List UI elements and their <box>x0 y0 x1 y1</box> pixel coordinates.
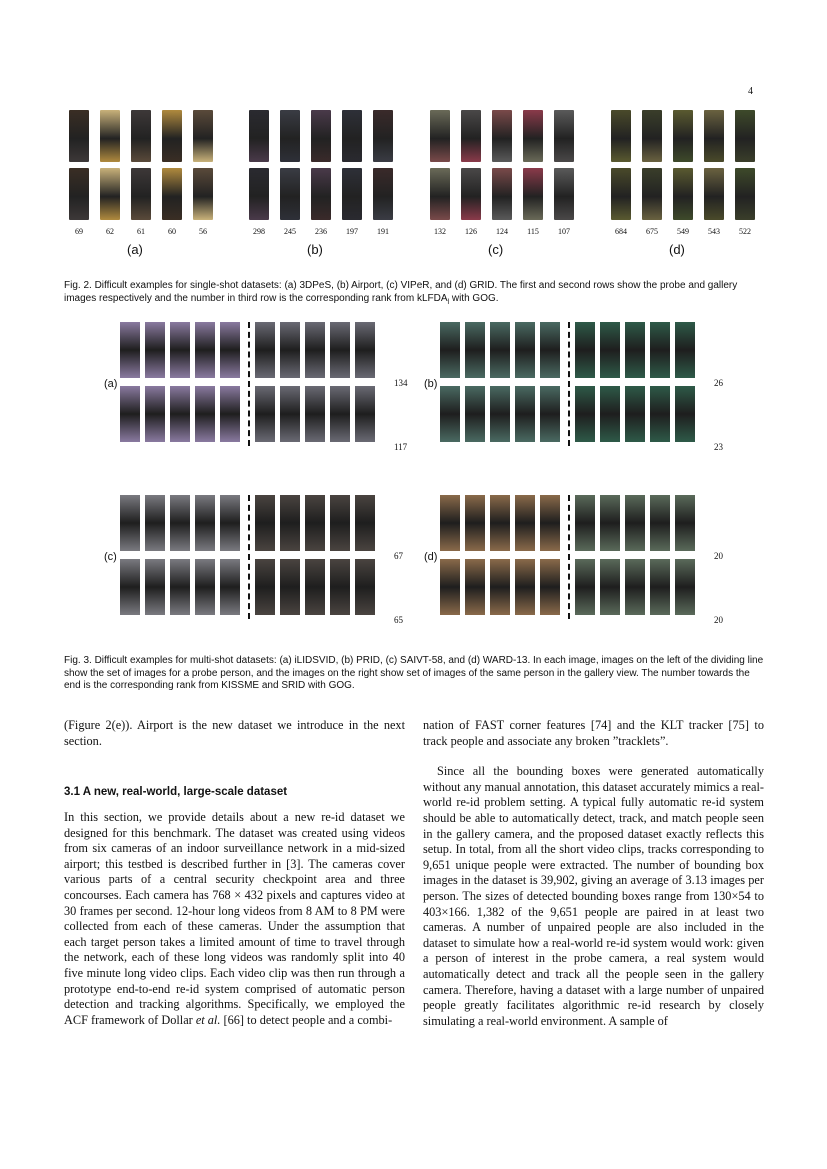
fig3-d-gallery-image <box>675 495 695 551</box>
fig3-b-gallery-image <box>600 386 620 442</box>
fig3-b-probe-image <box>540 322 560 378</box>
fig2-d-probe-image <box>673 110 693 162</box>
fig3-a-gallery-image <box>305 322 325 378</box>
fig2-rank-label: 69 <box>75 227 83 236</box>
fig2-rank-label: 107 <box>558 227 570 236</box>
fig2-b-probe-image <box>280 110 300 162</box>
fig3-a-gallery-image <box>355 322 375 378</box>
fig2-d-probe-image <box>642 110 662 162</box>
fig3-sublabel: (d) <box>424 551 438 563</box>
fig2-b-gallery-image <box>311 168 331 220</box>
fig2-sublabel: (c) <box>488 242 504 257</box>
fig3-b-gallery-image <box>650 386 670 442</box>
fig3-b-probe-image <box>440 386 460 442</box>
fig2-b-probe-image <box>373 110 393 162</box>
fig3-b-gallery-image <box>650 322 670 378</box>
figure-2-caption-text: Fig. 2. Difficult examples for single-shot datasets: (a) 3DPeS, (b) Airport, (c) VIPeR, and (d) GRID. The first and second rows show the probe and gallery images respectively and the number in third row is the corresponding rank from kLFDA <box>64 280 738 304</box>
fig2-c-probe-image <box>492 110 512 162</box>
fig3-d-probe-image <box>515 495 535 551</box>
fig2-b-probe-image <box>311 110 331 162</box>
fig2-c-probe-image <box>430 110 450 162</box>
fig2-a-probe-image <box>193 110 213 162</box>
fig3-d-gallery-image <box>600 495 620 551</box>
fig2-rank-label: 124 <box>496 227 508 236</box>
fig2-a-gallery-image <box>100 168 120 220</box>
fig3-c-gallery-image <box>355 559 375 615</box>
fig3-rank-label: 117 <box>394 442 408 452</box>
fig3-d-gallery-image <box>675 559 695 615</box>
fig3-a-probe-image <box>170 386 190 442</box>
fig3-rank-label: 67 <box>394 551 403 561</box>
fig3-d-probe-image <box>490 495 510 551</box>
fig3-d-probe-image <box>465 495 485 551</box>
fig2-c-gallery-image <box>430 168 450 220</box>
fig3-c-probe-image <box>170 495 190 551</box>
fig3-c-probe-image <box>195 559 215 615</box>
fig2-rank-label: 191 <box>377 227 389 236</box>
fig2-rank-label: 684 <box>615 227 627 236</box>
fig3-b-probe-image <box>490 386 510 442</box>
left-paragraph-2-tail: [66] to detect people and a combi- <box>220 1012 393 1027</box>
fig3-c-gallery-image <box>255 495 275 551</box>
fig3-a-gallery-image <box>255 386 275 442</box>
fig3-c-probe-image <box>145 559 165 615</box>
fig3-rank-label: 134 <box>394 378 408 388</box>
fig3-b-gallery-image <box>625 322 645 378</box>
fig3-d-probe-image <box>515 559 535 615</box>
fig2-rank-label: 543 <box>708 227 720 236</box>
fig2-a-probe-image <box>162 110 182 162</box>
fig3-a-probe-image <box>220 386 240 442</box>
fig3-a-probe-image <box>145 322 165 378</box>
fig2-d-gallery-image <box>735 168 755 220</box>
fig3-b-gallery-image <box>675 386 695 442</box>
fig3-c-gallery-image <box>280 495 300 551</box>
fig3-d-gallery-image <box>575 495 595 551</box>
fig2-b-gallery-image <box>280 168 300 220</box>
fig3-d-gallery-image <box>625 495 645 551</box>
fig3-c-probe-image <box>120 495 140 551</box>
fig3-a-gallery-image <box>305 386 325 442</box>
fig3-c-gallery-image <box>280 559 300 615</box>
fig2-b-gallery-image <box>373 168 393 220</box>
fig3-a-gallery-image <box>330 386 350 442</box>
fig3-d-probe-image <box>540 559 560 615</box>
fig2-c-probe-image <box>523 110 543 162</box>
figure-2-caption-tail: with GOG. <box>449 292 499 304</box>
fig3-sublabel: (a) <box>104 378 118 390</box>
fig2-d-gallery-image <box>673 168 693 220</box>
fig3-dividing-line <box>568 322 570 446</box>
fig3-a-gallery-image <box>280 322 300 378</box>
right-column <box>423 718 764 1029</box>
left-column <box>64 718 405 749</box>
fig3-a-probe-image <box>170 322 190 378</box>
fig3-d-probe-image <box>440 559 460 615</box>
fig2-b-gallery-image <box>249 168 269 220</box>
fig3-c-probe-image <box>220 495 240 551</box>
right-paragraph-1: nation of FAST corner features [74] and the KLT tracker [75] to track people and associate any broken ”tracklets”. <box>423 718 764 748</box>
fig3-dividing-line <box>568 495 570 619</box>
fig2-d-gallery-image <box>642 168 662 220</box>
fig2-c-gallery-image <box>523 168 543 220</box>
fig3-d-gallery-image <box>600 559 620 615</box>
left-paragraph-2-text: In this section, we provide details about a new re-id dataset we designed for this benchmark. The dataset was created using videos from six cameras of an indoor surveillance network in a mid-sized airport; this testbed is described further in [3]. The cameras cover various parts of a central security checkpoint area and three concourses. Each camera has 768 × 432 pixels and captures video at 30 frames per second. 12-hour long videos from 8 AM to 8 PM were collected from each of these cameras. Under the assumption that each target person takes a limited amount of time to travel through the network, each of these long videos was randomly split into 40 five minute long video clips. Each video clip was then run through a prototype end-to-end re-id system comprised of automatic person detection and tracking algorithms. Specifically, we employed the ACF framework of Dollar <box>64 810 405 1027</box>
fig3-c-probe-image <box>145 495 165 551</box>
fig2-rank-label: 62 <box>106 227 114 236</box>
fig2-rank-label: 549 <box>677 227 689 236</box>
fig3-b-probe-image <box>540 386 560 442</box>
fig3-b-probe-image <box>465 322 485 378</box>
fig2-a-gallery-image <box>193 168 213 220</box>
fig2-d-probe-image <box>704 110 724 162</box>
fig3-c-gallery-image <box>305 559 325 615</box>
fig3-c-probe-image <box>120 559 140 615</box>
fig3-a-probe-image <box>195 386 215 442</box>
fig2-rank-label: 522 <box>739 227 751 236</box>
fig3-rank-label: 23 <box>714 442 723 452</box>
fig3-c-probe-image <box>170 559 190 615</box>
fig3-sublabel: (b) <box>424 378 438 390</box>
fig2-a-gallery-image <box>162 168 182 220</box>
fig2-d-gallery-image <box>611 168 631 220</box>
fig2-a-probe-image <box>69 110 89 162</box>
fig2-b-probe-image <box>342 110 362 162</box>
fig3-c-probe-image <box>195 495 215 551</box>
fig2-a-gallery-image <box>131 168 151 220</box>
fig3-rank-label: 26 <box>714 378 723 388</box>
fig3-dividing-line <box>248 495 250 619</box>
figure-2-caption <box>64 280 764 309</box>
fig3-d-gallery-image <box>650 559 670 615</box>
fig3-c-gallery-image <box>255 559 275 615</box>
fig3-a-gallery-image <box>255 322 275 378</box>
fig2-sublabel: (a) <box>127 242 143 257</box>
fig2-d-gallery-image <box>704 168 724 220</box>
fig2-d-probe-image <box>611 110 631 162</box>
section-heading: 3.1 A new, real-world, large-scale dataset <box>64 786 288 798</box>
fig3-a-probe-image <box>220 322 240 378</box>
fig2-a-gallery-image <box>69 168 89 220</box>
fig2-c-gallery-image <box>492 168 512 220</box>
fig2-rank-label: 60 <box>168 227 176 236</box>
fig2-rank-label: 675 <box>646 227 658 236</box>
fig3-rank-label: 20 <box>714 615 723 625</box>
fig3-b-probe-image <box>515 322 535 378</box>
fig3-a-gallery-image <box>330 322 350 378</box>
figure-3-caption: Fig. 3. Difficult examples for multi-shot datasets: (a) iLIDSVID, (b) PRID, (c) SAIVT-58, and (d) WARD-13. In each image, images on the left of the dividing line show the set of images for a probe person, and the images on the right show set of images of the same person in the gallery view. The number towards the end is the corresponding rank from KISSME and SRID with GOG. <box>64 655 764 691</box>
fig2-a-probe-image <box>100 110 120 162</box>
fig2-rank-label: 245 <box>284 227 296 236</box>
fig3-d-probe-image <box>465 559 485 615</box>
fig3-a-probe-image <box>145 386 165 442</box>
fig3-d-probe-image <box>490 559 510 615</box>
fig2-c-probe-image <box>554 110 574 162</box>
fig2-rank-label: 236 <box>315 227 327 236</box>
fig3-b-probe-image <box>465 386 485 442</box>
left-paragraph-1: (Figure 2(e)). Airport is the new dataset we introduce in the next section. <box>64 718 405 748</box>
fig3-d-gallery-image <box>625 559 645 615</box>
fig2-c-gallery-image <box>461 168 481 220</box>
fig3-a-gallery-image <box>355 386 375 442</box>
page-number: 4 <box>748 86 753 97</box>
fig3-b-gallery-image <box>575 322 595 378</box>
fig2-rank-label: 56 <box>199 227 207 236</box>
fig3-rank-label: 20 <box>714 551 723 561</box>
fig2-sublabel: (d) <box>669 242 685 257</box>
fig2-rank-label: 61 <box>137 227 145 236</box>
fig3-dividing-line <box>248 322 250 446</box>
fig2-a-probe-image <box>131 110 151 162</box>
right-paragraph-2: Since all the bounding boxes were generated automatically without any manual annotation, this dataset accurately mimics a real-world re-id problem setting. A typical fully automatic re-id system should be able to automatically detect, track, and match people seen in the gallery camera, and the proposed dataset exactly reflects this setup. In total, from all the short video clips, tracks corresponding to 9,651 unique people were extracted. The number of bounding box images in the dataset is 39,902, giving an average of 3.13 images per person. The sizes of detected bounding boxes range from 130×54 to 403×166. 1,382 of the 9,651 people are paired in at least two cameras. A number of unpaired people are also included in the dataset to simulate how a real-world re-id system would work: given a person of interest in the probe camera, a real system would automatically detect and track all the people seen in the gallery camera. Therefore, having a dataset with a large number of unpaired people greatly facilitates algorithmic re-id research by closely simulating a real-world environment. A sample of <box>423 764 764 1028</box>
left-paragraph-2-em: et al. <box>195 1012 221 1027</box>
fig2-rank-label: 197 <box>346 227 358 236</box>
fig3-a-probe-image <box>120 386 140 442</box>
fig2-rank-label: 115 <box>527 227 539 236</box>
fig2-c-probe-image <box>461 110 481 162</box>
fig3-rank-label: 65 <box>394 615 403 625</box>
fig2-sublabel: (b) <box>307 242 323 257</box>
left-paragraph-2 <box>64 810 405 1028</box>
fig2-d-probe-image <box>735 110 755 162</box>
figure-2-caption-subscript: l <box>447 298 450 306</box>
fig3-b-probe-image <box>440 322 460 378</box>
fig3-c-gallery-image <box>355 495 375 551</box>
fig3-b-gallery-image <box>625 386 645 442</box>
fig2-rank-label: 132 <box>434 227 446 236</box>
fig2-rank-label: 298 <box>253 227 265 236</box>
fig3-d-probe-image <box>440 495 460 551</box>
fig3-d-gallery-image <box>650 495 670 551</box>
fig3-b-gallery-image <box>675 322 695 378</box>
fig3-c-gallery-image <box>330 495 350 551</box>
fig3-d-probe-image <box>540 495 560 551</box>
fig2-b-probe-image <box>249 110 269 162</box>
fig3-c-gallery-image <box>330 559 350 615</box>
fig2-c-gallery-image <box>554 168 574 220</box>
fig3-b-probe-image <box>515 386 535 442</box>
fig3-b-gallery-image <box>600 322 620 378</box>
fig2-rank-label: 126 <box>465 227 477 236</box>
fig3-c-gallery-image <box>305 495 325 551</box>
fig3-b-probe-image <box>490 322 510 378</box>
fig3-d-gallery-image <box>575 559 595 615</box>
fig3-a-probe-image <box>195 322 215 378</box>
left-column-body <box>64 810 405 1028</box>
fig3-a-probe-image <box>120 322 140 378</box>
fig3-sublabel: (c) <box>104 551 117 563</box>
fig3-b-gallery-image <box>575 386 595 442</box>
fig3-a-gallery-image <box>280 386 300 442</box>
fig3-c-probe-image <box>220 559 240 615</box>
fig2-b-gallery-image <box>342 168 362 220</box>
